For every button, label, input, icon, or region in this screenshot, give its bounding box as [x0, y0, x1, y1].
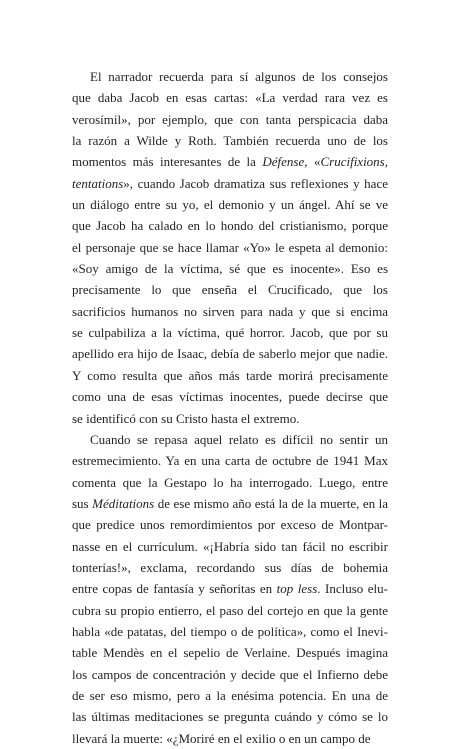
italic-text: tentations [72, 175, 124, 191]
text-run: de ese mismo año está la de la muerte, en la [154, 495, 388, 511]
text-run: un diálogo entre su yo, el demonio y un ángel. Ahí se ve [72, 197, 388, 213]
text-line [72, 429, 388, 450]
text-line [72, 450, 388, 471]
text-line [72, 322, 388, 343]
text-run: que daba Jacob en esas cartas: «La verdad rara vez es [72, 90, 388, 106]
text-line [72, 514, 388, 535]
text-line [72, 664, 388, 685]
text-line [72, 493, 388, 514]
body-text [72, 66, 388, 749]
text-line [72, 600, 388, 621]
text-line [72, 343, 388, 364]
text-line [72, 151, 388, 172]
text-line [72, 258, 388, 279]
text-run: habla «de patatas, del tiempo o de política», como el Inevi- [72, 623, 388, 639]
text-run: nasse en el currículum. «¡Habría sido tan fácil no escribir [72, 538, 388, 554]
text-line [72, 728, 388, 749]
text-line [72, 472, 388, 493]
text-run: Cuando se repasa aquel relato es difícil no sentir un [90, 431, 388, 447]
text-run: llevará la muerte: «¿Moriré en el exilio o en un campo de [72, 730, 371, 746]
text-line [72, 215, 388, 236]
text-run: que Jacob ha calado en lo hondo del cristianismo, porque [72, 218, 388, 234]
text-line [72, 365, 388, 386]
text-line [72, 578, 388, 599]
text-run: «Soy amigo de la víctima, sé que es inocente». Eso es [72, 261, 388, 277]
text-line [72, 301, 388, 322]
text-run: verosímil», por ejemplo, que con tanta perspicacia daba [72, 111, 388, 127]
text-run: , « [304, 154, 321, 170]
text-line [72, 66, 388, 87]
text-run: table Mendès en el sepelio de Verlaine. Después imagina [72, 645, 388, 661]
text-line [72, 130, 388, 151]
text-line [72, 642, 388, 663]
italic-text: top less [276, 581, 318, 597]
text-line [72, 386, 388, 407]
text-line [72, 621, 388, 642]
text-line [72, 109, 388, 130]
text-run: las últimas meditaciones se pregunta cuándo y cómo se lo [72, 709, 388, 725]
text-line [72, 706, 388, 727]
text-run: entre copas de fantasía y señoritas en [72, 581, 277, 597]
text-run: comenta que la Gestapo lo ha interrogado. Luego, entre [72, 474, 388, 490]
text-line [72, 279, 388, 300]
text-line [72, 173, 388, 194]
text-run: el personaje que se hace llamar «Yo» le espeta al demonio: [72, 239, 388, 255]
text-run: momentos más interesantes de la [72, 154, 263, 170]
text-run: se identificó con su Cristo hasta el extremo. [72, 410, 300, 426]
text-run: . Incluso elu- [317, 581, 388, 597]
text-run: que predice unos remordimientos por exceso de Montpar- [72, 517, 388, 533]
text-run: tonterías!», exclama, recordando sus días de bohemia [72, 559, 388, 575]
text-line [72, 557, 388, 578]
text-run: Y como resulta que años más tarde morirá precisamente [72, 367, 388, 383]
text-run: de ser eso mismo, pero a la enésima potencia. En una de [72, 687, 388, 703]
italic-text: Crucifixions, [320, 154, 388, 170]
paragraph [72, 429, 388, 749]
text-run: como una de esas víctimas inocentes, puede decirse que [72, 389, 388, 405]
text-run: sus [72, 495, 93, 511]
text-line [72, 685, 388, 706]
text-line [72, 87, 388, 108]
paragraph [72, 66, 388, 429]
text-run: apellido era hijo de Isaac, debía de saberlo mejor que nadie. [72, 346, 388, 362]
text-run: sacrificios humanos no sirven para nada y que si encima [72, 303, 388, 319]
text-run: », cuando Jacob dramatiza sus reflexiones y hace [123, 175, 388, 191]
text-run: estremecimiento. Ya en una carta de octubre de 1941 Max [72, 453, 388, 469]
text-run: El narrador recuerda para sí algunos de los consejos [90, 69, 388, 84]
text-line [72, 237, 388, 258]
italic-text: Défense [262, 154, 305, 170]
text-run: cubra su propio entierro, el paso del cortejo en que la gente [72, 602, 388, 618]
text-run: se culpabiliza a la víctima, qué horror. Jacob, que por su [72, 325, 388, 341]
text-run: los campos de concentración y decide que el Infierno debe [72, 666, 388, 682]
text-line [72, 194, 388, 215]
text-run: la razón a Wilde y Roth. También recuerda uno de los [72, 133, 388, 149]
italic-text: Méditations [92, 495, 155, 511]
text-line [72, 536, 388, 557]
text-run: precisamente lo que enseña el Crucificado, que los [72, 282, 388, 298]
text-line [72, 408, 388, 429]
